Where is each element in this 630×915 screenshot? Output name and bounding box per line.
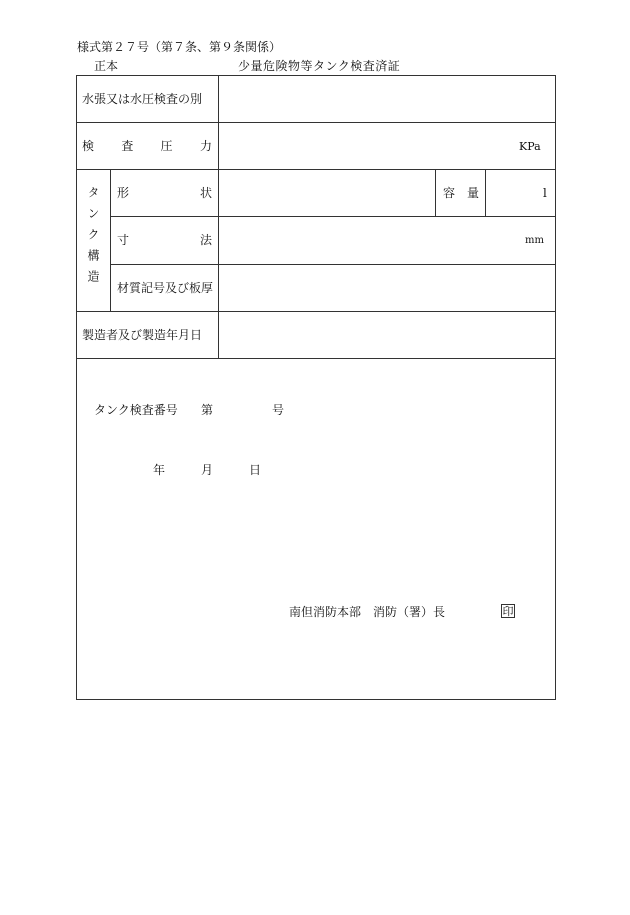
label-char: 力: [199, 139, 212, 153]
label-char: 圧: [160, 139, 173, 153]
inspection-number-label: タンク検査番号: [94, 403, 178, 417]
label-char: 形: [117, 186, 130, 200]
row-divider: [76, 169, 556, 170]
issuer: 南但消防本部 消防（署）長: [289, 605, 446, 619]
pressure-unit: KPa: [519, 140, 541, 153]
shape-label: [117, 187, 212, 199]
pressure-label: [82, 140, 212, 152]
row-divider: [110, 264, 556, 265]
column-divider: [485, 169, 486, 216]
row-divider: [76, 358, 556, 359]
dimensions-unit: mm: [525, 235, 544, 246]
label-char: 状: [199, 186, 212, 200]
label-char: 査: [121, 139, 134, 153]
column-divider: [218, 75, 219, 358]
copy-label: 正本: [94, 59, 119, 73]
number-prefix: 第: [201, 403, 214, 417]
label-char: 寸: [117, 233, 130, 247]
number-suffix: 号: [272, 403, 285, 417]
tank-structure-label: タンク構造: [86, 186, 100, 291]
seal-mark: 印: [502, 605, 514, 618]
row-divider: [76, 311, 556, 312]
form-number: 様式第２７号（第７条、第９条関係）: [77, 40, 282, 54]
document-title: 少量危険物等タンク検査済証: [238, 59, 401, 73]
column-divider: [435, 169, 436, 216]
date-year: 年: [153, 463, 166, 477]
date-day: 日: [249, 463, 262, 477]
test-type-label: 水張又は水圧検査の別: [82, 92, 203, 106]
dimensions-label: [117, 234, 212, 246]
capacity-label: 容 量: [443, 186, 480, 200]
material-label: 材質記号及び板厚: [117, 281, 214, 295]
capacity-unit: l: [543, 186, 547, 200]
row-divider: [76, 122, 556, 123]
column-divider: [110, 169, 111, 311]
date-month: 月: [201, 463, 214, 477]
label-char: 検: [82, 139, 95, 153]
manufacturer-label: 製造者及び製造年月日: [82, 328, 203, 342]
row-divider: [110, 216, 556, 217]
label-char: 法: [199, 233, 212, 247]
